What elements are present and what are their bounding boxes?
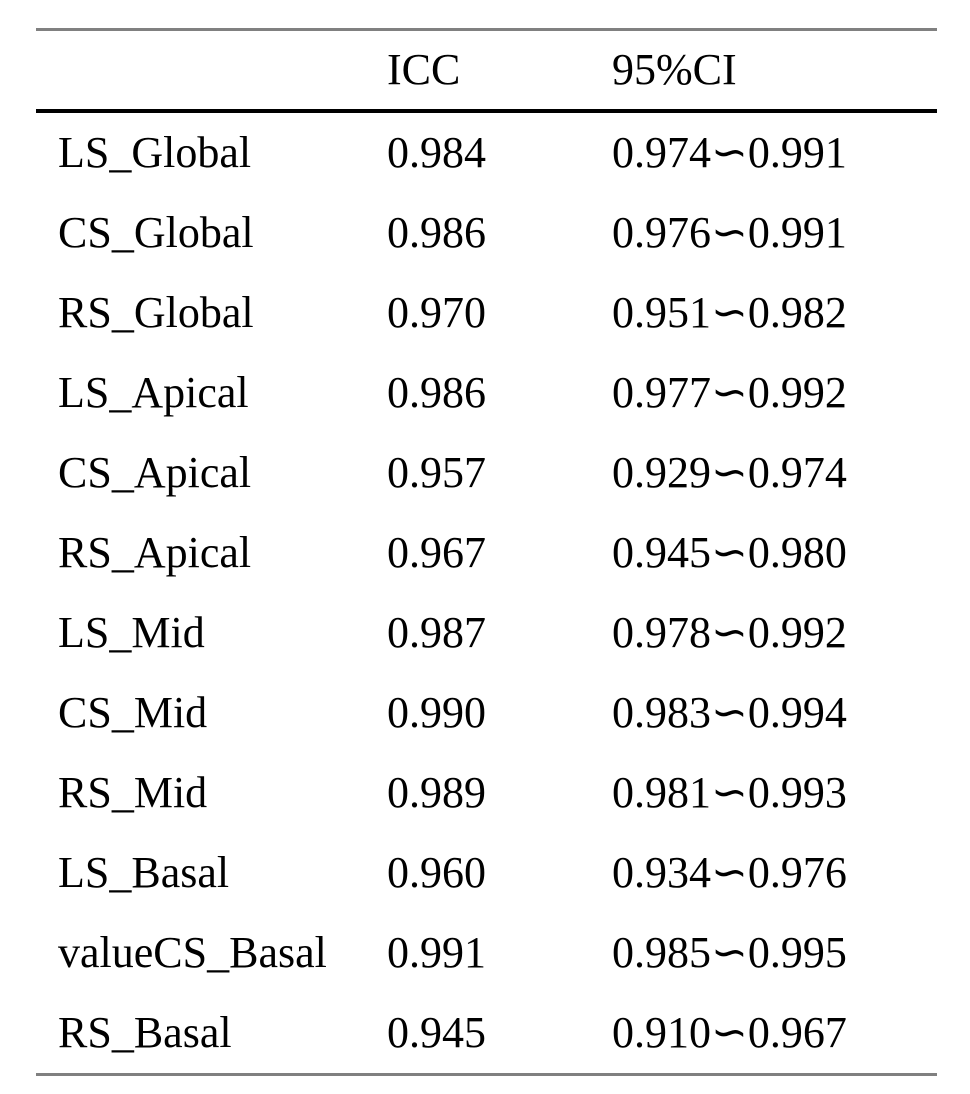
header-95ci: 95%CI [612,45,737,94]
table-row [36,833,937,913]
table-row [36,993,937,1073]
row-label: LS_Mid [58,608,205,657]
row-label: CS_Apical [58,448,252,497]
table-header-row [36,31,937,109]
ci-value: 0.951∽0.982 [612,288,847,337]
ci-value: 0.981∽0.993 [612,768,847,817]
ci-value: 0.977∽0.992 [612,368,847,417]
header-icc: ICC [387,45,461,94]
icc-value: 0.986 [387,368,486,417]
icc-value: 0.970 [387,288,486,337]
icc-value: 0.945 [387,1008,486,1057]
icc-value: 0.967 [387,528,486,577]
ci-value: 0.976∽0.991 [612,208,847,257]
table-row [36,433,937,513]
row-label: RS_Global [58,288,254,337]
ci-value: 0.929∽0.974 [612,448,847,497]
row-label: CS_Mid [58,688,208,737]
table-row [36,273,937,353]
row-label: RS_Mid [58,768,208,817]
icc-value: 0.987 [387,608,486,657]
table-bottom-rule [36,1073,937,1076]
table-row [36,193,937,273]
table-row [36,673,937,753]
row-label: CS_Global [58,208,254,257]
row-label: LS_Global [58,128,252,177]
icc-table [36,28,937,1076]
row-label: LS_Basal [58,848,230,897]
icc-value: 0.986 [387,208,486,257]
ci-value: 0.978∽0.992 [612,608,847,657]
icc-value: 0.960 [387,848,486,897]
icc-value: 0.984 [387,128,486,177]
ci-value: 0.974∽0.991 [612,128,847,177]
ci-value: 0.983∽0.994 [612,688,847,737]
table-row [36,913,937,993]
table-row [36,593,937,673]
icc-value: 0.989 [387,768,486,817]
table-row [36,753,937,833]
icc-value: 0.957 [387,448,486,497]
ci-value: 0.910∽0.967 [612,1008,847,1057]
icc-value: 0.990 [387,688,486,737]
table-row [36,353,937,433]
row-label: LS_Apical [58,368,249,417]
row-label: RS_Basal [58,1008,232,1057]
table-row [36,113,937,193]
ci-value: 0.945∽0.980 [612,528,847,577]
icc-value: 0.991 [387,928,486,977]
ci-value: 0.934∽0.976 [612,848,847,897]
row-label: RS_Apical [58,528,252,577]
ci-value: 0.985∽0.995 [612,928,847,977]
row-label: valueCS_Basal [58,928,327,977]
table-row [36,513,937,593]
